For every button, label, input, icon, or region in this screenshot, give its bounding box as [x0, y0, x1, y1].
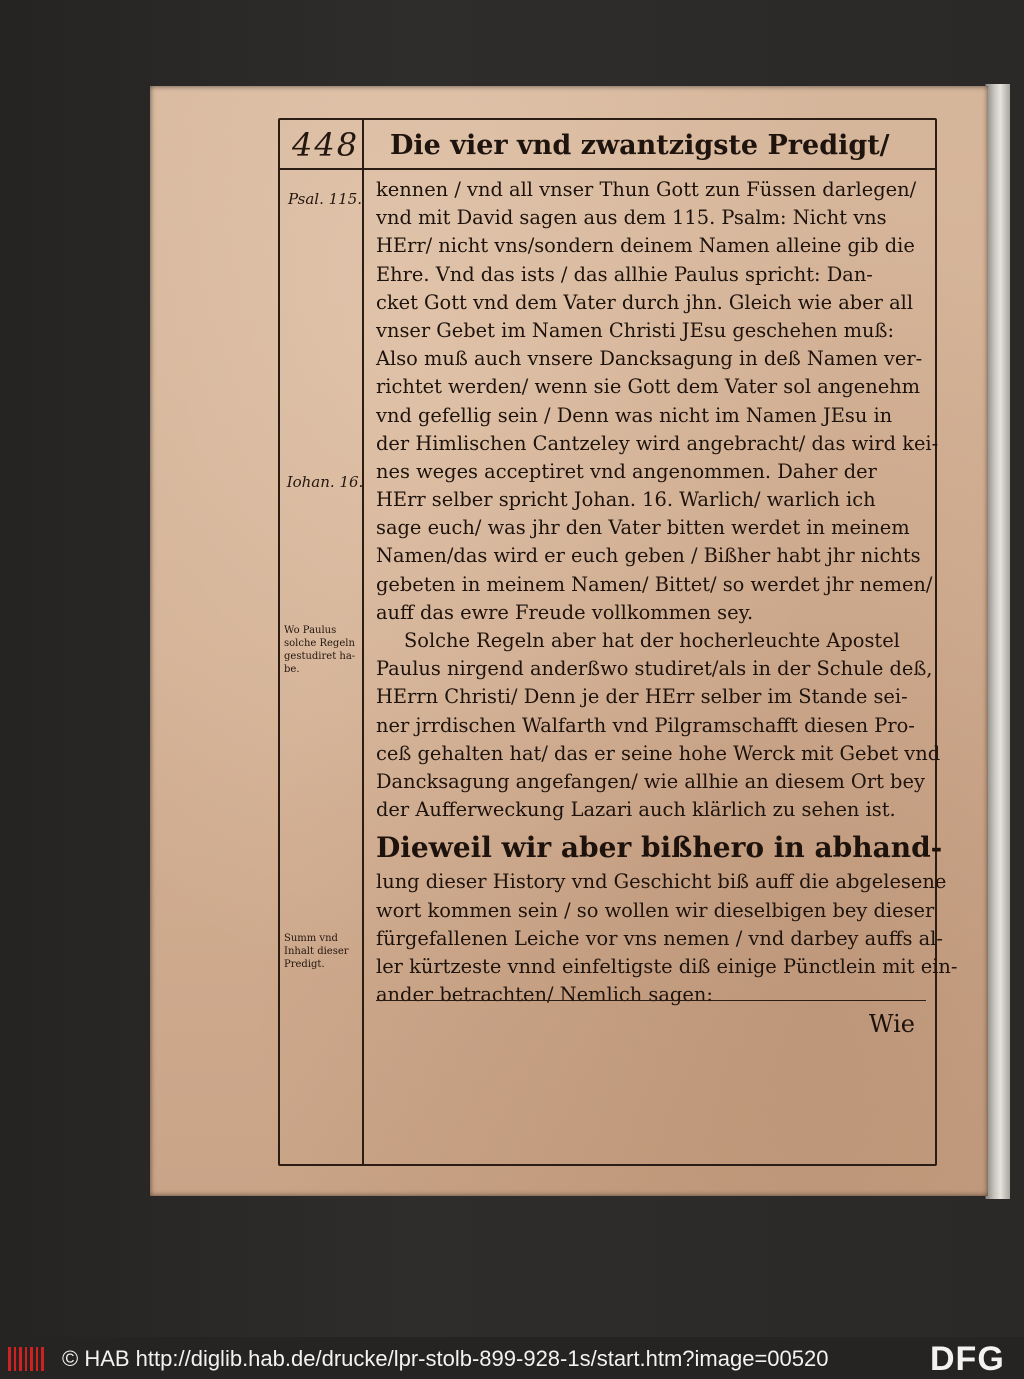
body-line: ner jrrdischen Walfarth vnd Pilgramschafft diesen Pro-: [376, 713, 915, 737]
marginal-summary-note: Summ vnd Inhalt dieser Predigt.: [284, 933, 349, 970]
header-rule: [280, 168, 935, 170]
footer-bar: [0, 1337, 1024, 1379]
running-head: Die vier vnd zwantzigste Predigt/: [390, 130, 890, 161]
body-line: Dancksagung angefangen/ wie allhie an diesem Ort bey: [376, 769, 925, 793]
bottom-rule: [376, 1000, 926, 1001]
body-line: sage euch/ was jhr den Vater bitten werdet in meinem: [376, 516, 910, 540]
copyright-url[interactable]: © HAB http://diglib.hab.de/drucke/lpr-stolb-899-928-1s/start.htm?image=00520: [62, 1346, 829, 1371]
body-line: der Himlischen Cantzeley wird angebracht/ das wird kei-: [376, 431, 939, 455]
body-line: wort kommen sein / so wollen wir dieselbigen bey dieser: [376, 898, 935, 922]
body-line: lung dieser History vnd Geschicht biß auff die abgelesene: [376, 870, 947, 894]
body-line: kennen / vnd all vnser Thun Gott zun Füssen darlegen/: [376, 178, 917, 201]
body-line: Ehre. Vnd das ists / das allhie Paulus spricht: Dan-: [376, 262, 873, 286]
body-line: ler kürtzeste vnnd einfeltigste diß einige Pünctlein mit ein-: [376, 954, 958, 978]
page-edge: [985, 84, 1010, 1199]
body-line: fürgefallenen Leiche vor vns nemen / vnd darbey auffs al-: [376, 926, 943, 950]
page-number: 448: [292, 126, 360, 164]
body-line: vnd gefellig sein / Denn was nicht im Namen JEsu in: [376, 403, 893, 427]
catchword: Wie: [868, 1010, 915, 1038]
body-line: ceß gehalten hat/ das er seine hohe Werck mit Gebet vnd: [376, 741, 941, 765]
body-line: richtet werden/ wenn sie Gott dem Vater sol angenehm: [376, 375, 921, 399]
text-frame: [278, 118, 958, 1166]
section-opening-line: Dieweil wir aber bißhero in abhand-: [376, 831, 943, 865]
body-line: HErr/ nicht vns/sondern deinem Namen alleine gib die: [376, 234, 915, 258]
body-line: gebeten in meinem Namen/ Bittet/ so werdet jhr nemen/: [376, 572, 933, 596]
body-line: Also muß auch vnsere Dancksagung in deß Namen ver-: [376, 347, 923, 371]
body-line: der Aufferweckung Lazari auch klärlich zu sehen ist.: [376, 798, 896, 822]
body-line: vnd mit David sagen aus dem 115. Psalm: Nicht vns: [376, 206, 887, 230]
body-line: ander betrachten/ Nemlich sagen:: [376, 983, 713, 1007]
marginal-psal: Psal. 115.: [287, 190, 363, 208]
marginal-paulus-note: Wo Paulus solche Regeln gestudiret ha-be.: [284, 625, 356, 675]
body-line: Solche Regeln aber hat der hocherleuchte Apostel: [404, 629, 900, 652]
body-line: nes weges acceptiret vnd angenommen. Daher der: [376, 459, 877, 483]
body-line: HErr selber spricht Johan. 16. Warlich/ warlich ich: [376, 488, 876, 512]
body-line: Paulus nirgend anderßwo studiret/als in der Schule deß,: [376, 657, 933, 681]
barcode-icon: [8, 1345, 46, 1373]
body-line: vnser Gebet im Namen Christi JEsu geschehen muß:: [376, 318, 894, 342]
body-line: cket Gott vnd dem Vater durch jhn. Gleich wie aber all: [376, 290, 914, 314]
marginal-johan: Iohan. 16.: [286, 473, 364, 491]
dfg-logo: DFG: [930, 1340, 1005, 1378]
body-line: Namen/das wird er euch geben / Bißher habt jhr nichts: [376, 544, 921, 568]
scanned-page: [150, 86, 988, 1196]
body-line: auff das ewre Freude vollkommen sey.: [376, 600, 754, 624]
body-line: HErrn Christi/ Denn je der HErr selber im Stande sei-: [376, 685, 908, 709]
body-text: [376, 176, 958, 1009]
